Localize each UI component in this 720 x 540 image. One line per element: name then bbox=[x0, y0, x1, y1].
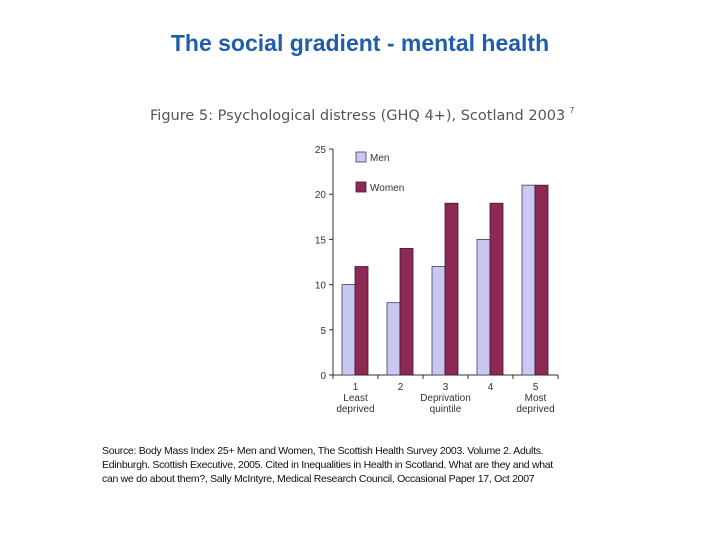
bar-women-2 bbox=[400, 248, 413, 375]
x-tick-sublabel: Most bbox=[524, 393, 547, 404]
bar-men-2 bbox=[387, 303, 400, 375]
bar-men-3 bbox=[432, 267, 445, 375]
bar-women-1 bbox=[355, 267, 368, 375]
x-tick-label: 1 bbox=[352, 382, 359, 393]
legend-swatch-men bbox=[356, 152, 366, 162]
bar-men-1 bbox=[342, 285, 355, 375]
bar-men-5 bbox=[522, 185, 535, 375]
x-tick-label: 3 bbox=[442, 382, 449, 393]
legend-swatch-women bbox=[356, 182, 366, 192]
figure-caption-text: Figure 5: Psychological distress (GHQ 4+), Scotland 2003 bbox=[150, 108, 566, 124]
x-tick-sublabel: Deprivation bbox=[420, 393, 471, 404]
x-tick-sublabel: quintile bbox=[429, 404, 462, 415]
source-note: Source: Body Mass Index 25+ Men and Women, The Scottish Health Survey 2003. Volume 2. Adults. Edinburgh. Scottish Executive, 2005. Cited in Inequalities in Health in Scotland. What are they and what can we do about them?, Sally McIntyre, Medical Research Council, Occasional Paper 17, Oct 2007 bbox=[102, 445, 553, 485]
bar-women-3 bbox=[445, 203, 458, 375]
legend-label-men: Men bbox=[370, 153, 390, 164]
x-tick-label: 4 bbox=[487, 382, 494, 393]
bar-women-5 bbox=[535, 185, 548, 375]
figure-reference: 7 bbox=[569, 106, 575, 115]
y-tick-label: 15 bbox=[314, 235, 326, 247]
y-tick-label: 0 bbox=[320, 371, 326, 382]
x-tick-sublabel: Least bbox=[343, 393, 368, 404]
y-tick-label: 5 bbox=[320, 325, 326, 337]
y-tick-label: 25 bbox=[314, 145, 326, 156]
y-tick-label: 20 bbox=[314, 190, 326, 202]
x-tick-sublabel: deprived bbox=[336, 404, 375, 415]
legend-label-women: Women bbox=[370, 183, 405, 194]
slide-title: The social gradient - mental health bbox=[170, 30, 550, 56]
bar-women-4 bbox=[490, 203, 503, 375]
bar-men-4 bbox=[477, 239, 490, 375]
y-tick-label: 10 bbox=[314, 280, 326, 292]
x-tick-label: 2 bbox=[397, 382, 404, 393]
x-tick-label: 5 bbox=[532, 382, 539, 393]
x-tick-sublabel: deprived bbox=[516, 404, 555, 415]
